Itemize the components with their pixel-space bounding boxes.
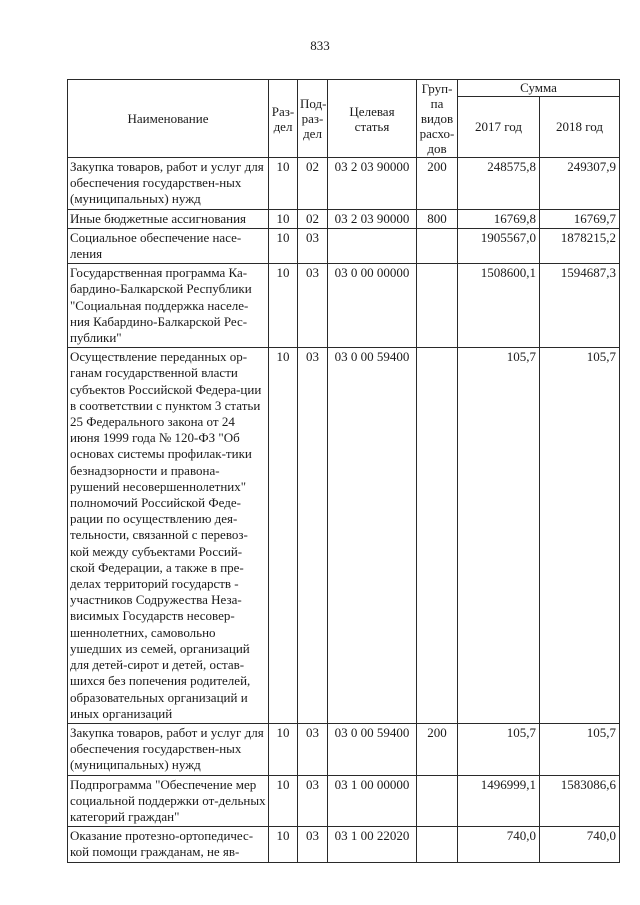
row-statya: 03 2 03 90000 — [328, 209, 417, 228]
row-statya: 03 0 00 59400 — [328, 348, 417, 724]
row-sum-2017: 105,7 — [458, 348, 540, 724]
row-podrazdel: 03 — [298, 723, 328, 775]
row-name: Закупка товаров, работ и услуг для обеспечения государствен-ных (муниципальных) нужд — [68, 723, 269, 775]
row-podrazdel: 03 — [298, 827, 328, 862]
header-gruppa: Груп- па видов расхо- дов — [417, 80, 458, 158]
row-podrazdel: 02 — [298, 158, 328, 210]
row-statya: 03 0 00 59400 — [328, 723, 417, 775]
row-gruppa — [417, 228, 458, 263]
row-podrazdel: 02 — [298, 209, 328, 228]
row-razdel: 10 — [269, 775, 298, 827]
row-gruppa: 200 — [417, 723, 458, 775]
row-razdel: 10 — [269, 348, 298, 724]
row-sum-2018: 105,7 — [540, 348, 620, 724]
row-gruppa — [417, 775, 458, 827]
header-podrazdel: Под- раз- дел — [298, 80, 328, 158]
table-row — [68, 827, 620, 862]
row-razdel: 10 — [269, 228, 298, 263]
row-statya: 03 1 00 00000 — [328, 775, 417, 827]
row-podrazdel: 03 — [298, 348, 328, 724]
row-sum-2018: 1583086,6 — [540, 775, 620, 827]
table-row — [68, 723, 620, 775]
table-row — [68, 264, 620, 348]
row-sum-2018: 1594687,3 — [540, 264, 620, 348]
row-razdel: 10 — [269, 209, 298, 228]
row-name: Государственная программа Ка-бардино-Балкарской Республики "Социальная поддержка населе-ния Кабардино-Балкарской Рес-публики" — [68, 264, 269, 348]
row-statya: 03 0 00 00000 — [328, 264, 417, 348]
row-sum-2017: 1905567,0 — [458, 228, 540, 263]
row-podrazdel: 03 — [298, 228, 328, 263]
header-2018: 2018 год — [540, 96, 620, 157]
table-row — [68, 775, 620, 827]
table-row — [68, 228, 620, 263]
row-name: Подпрограмма "Обеспечение мер социальной поддержки от-дельных категорий граждан" — [68, 775, 269, 827]
table-row — [68, 209, 620, 228]
row-sum-2017: 248575,8 — [458, 158, 540, 210]
row-sum-2018: 740,0 — [540, 827, 620, 862]
table-row — [68, 158, 620, 210]
header-statya: Целевая статья — [328, 80, 417, 158]
row-sum-2018: 249307,9 — [540, 158, 620, 210]
row-razdel: 10 — [269, 723, 298, 775]
row-sum-2017: 16769,8 — [458, 209, 540, 228]
row-razdel: 10 — [269, 158, 298, 210]
header-2017: 2017 год — [458, 96, 540, 157]
header-razdel: Раз- дел — [269, 80, 298, 158]
row-sum-2018: 16769,7 — [540, 209, 620, 228]
row-gruppa: 800 — [417, 209, 458, 228]
row-sum-2017: 740,0 — [458, 827, 540, 862]
page-number: 833 — [310, 38, 330, 53]
row-name: Социальное обеспечение насе-ления — [68, 228, 269, 263]
row-podrazdel: 03 — [298, 775, 328, 827]
row-sum-2018: 105,7 — [540, 723, 620, 775]
row-statya — [328, 228, 417, 263]
header-summa: Сумма — [458, 80, 620, 97]
row-gruppa — [417, 827, 458, 862]
row-sum-2017: 105,7 — [458, 723, 540, 775]
row-gruppa — [417, 264, 458, 348]
row-sum-2017: 1496999,1 — [458, 775, 540, 827]
header-name: Наименование — [68, 80, 269, 158]
row-gruppa: 200 — [417, 158, 458, 210]
row-name: Осуществление переданных ор-ганам государственной власти субъектов Российской Федера-ции в соответствии с пунктом 3 статьи 25 Федерального закона от 24 июня 1999 года № 120-ФЗ "Об основах системы профилак-тики безнадзорности и правона-рушений несовершеннолетних" полномочий Российской Феде-рации по осуществлению дея-тельности, связанной с перевоз-кой между субъектами Россий-ской Федерации, а также в пре-делах территорий государств - участников Содружества Неза-висимых Государств несовер-шеннолетних, самовольно ушедших из семей, организаций для детей-сирот и детей, остав-шихся без попечения родителей, образовательных организаций и иных организаций — [68, 348, 269, 724]
row-podrazdel: 03 — [298, 264, 328, 348]
budget-table — [67, 79, 620, 863]
row-razdel: 10 — [269, 264, 298, 348]
row-statya: 03 1 00 22020 — [328, 827, 417, 862]
row-name: Закупка товаров, работ и услуг для обеспечения государствен-ных (муниципальных) нужд — [68, 158, 269, 210]
row-name: Оказание протезно-ортопедичес-кой помощи гражданам, не яв- — [68, 827, 269, 862]
row-name: Иные бюджетные ассигнования — [68, 209, 269, 228]
row-statya: 03 2 03 90000 — [328, 158, 417, 210]
row-sum-2017: 1508600,1 — [458, 264, 540, 348]
row-razdel: 10 — [269, 827, 298, 862]
row-gruppa — [417, 348, 458, 724]
row-sum-2018: 1878215,2 — [540, 228, 620, 263]
table-row — [68, 348, 620, 724]
